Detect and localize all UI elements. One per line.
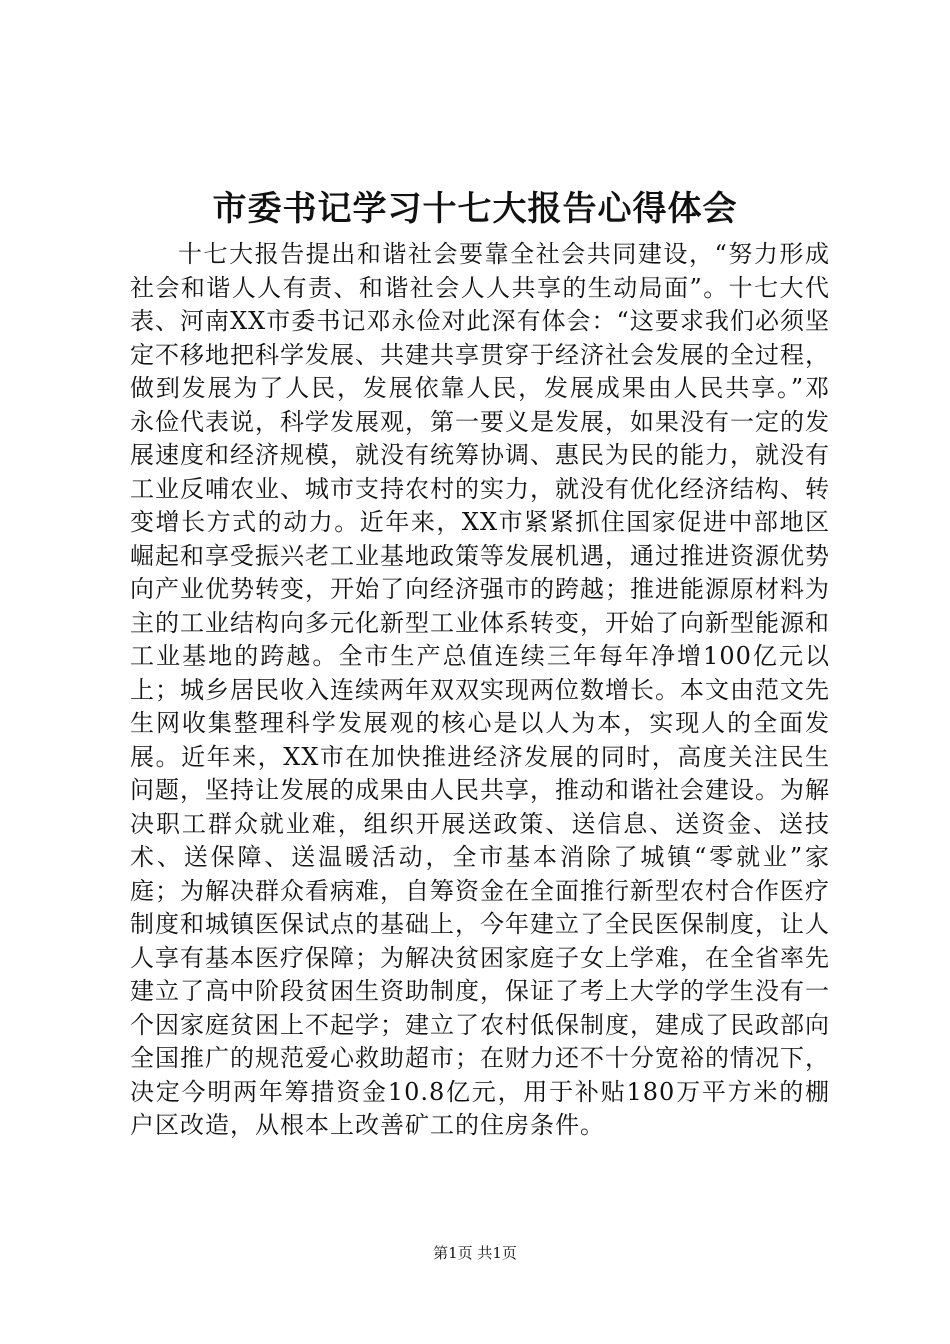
page-number-footer: 第1页 共1页 [433, 1244, 517, 1262]
document-body-paragraph: 十七大报告提出和谐社会要靠全社会共同建设，“努力形成社会和谐人人有责、和谐社会人人共享的生动局面”。十七大代表、河南XX市委书记邓永俭对此深有体会：“这要求我们必须坚定不移地把科学发展、共建共享贯穿于经济社会发展的全过程，做到发展为了人民，发展依靠人民，发展成果由人民共享。”邓永俭代表说，科学发展观，第一要义是发展，如果没有一定的发展速度和经济规模，就没有统筹协调、惠民为民的能力，就没有工业反哺农业、城市支持农村的实力，就没有优化经济结构、转变增长方式的动力。近年来，XX市紧紧抓住国家促进中部地区崛起和享受振兴老工业基地政策等发展机遇，通过推进资源优势向产业优势转变，开始了向经济强市的跨越；推进能源原材料为主的工业结构向多元化新型工业体系转变，开始了向新型能源和工业基地的跨越。全市生产总值连续三年每年净增100亿元以上；城乡居民收入连续两年双双实现两位数增长。本文由范文先生网收集整理科学发展观的核心是以人为本，实现人的全面发展。近年来，XX市在加快推进经济发展的同时，高度关注民生问题，坚持让发展的成果由人民共享，推动和谐社会建设。为解决职工群众就业难，组织开展送政策、送信息、送资金、送技术、送保障、送温暖活动，全市基本消除了城镇“零就业”家庭；为解决群众看病难，自筹资金在全面推行新型农村合作医疗制度和城镇医保试点的基础上，今年建立了全民医保制度，让人人享有基本医疗保障；为解决贫困家庭子女上学难，在全省率先建立了高中阶段贫困生资助制度，保证了考上大学的学生没有一个因家庭贫困上不起学；建立了农村低保制度，建成了民政部向全国推广的规范爱心救助超市；在财力还不十分宽裕的情况下，决定今明两年筹措资金10.8亿元，用于补贴180万平方米的棚户区改造，从根本上改善矿工的住房条件。 [130, 240, 830, 1139]
document-title: 市委书记学习十七大报告心得体会 [212, 189, 738, 229]
